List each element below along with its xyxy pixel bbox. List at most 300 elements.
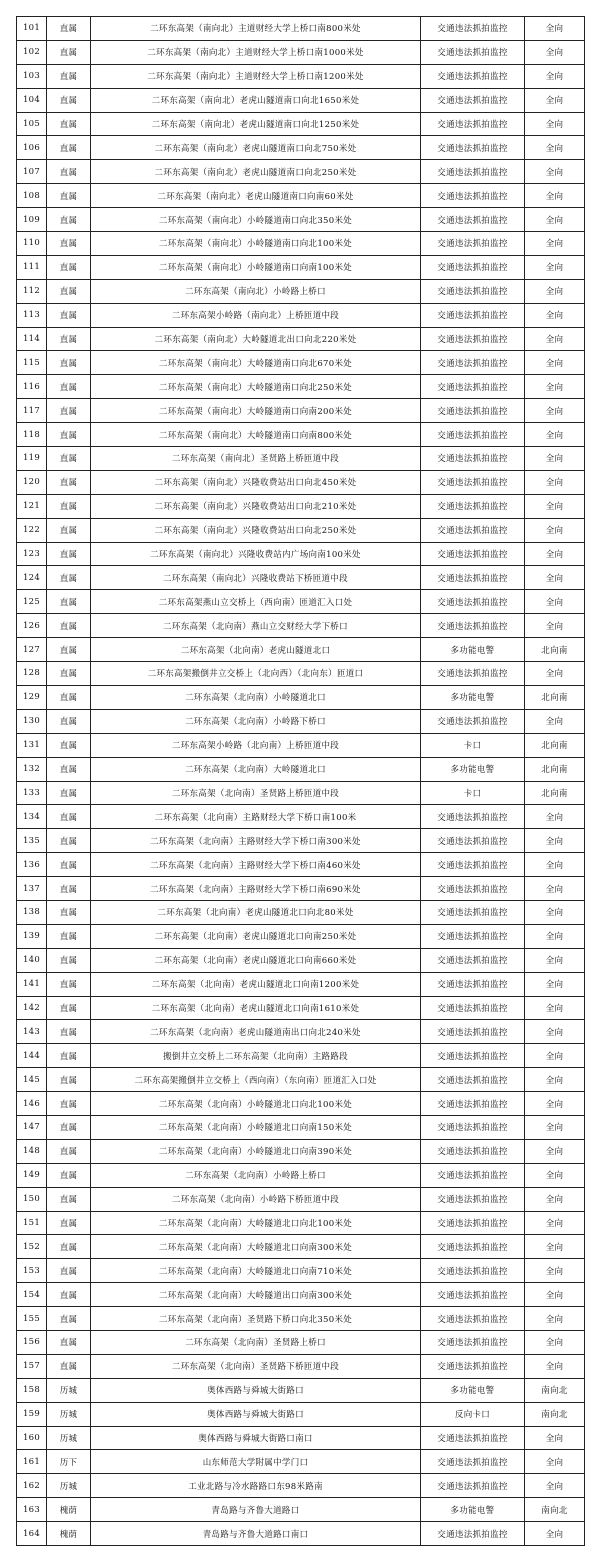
- table-row: [17, 1139, 585, 1163]
- location-cell: 二环东高架（北向南）大岭隧道北口: [91, 757, 421, 781]
- district-cell: 直属: [47, 805, 91, 829]
- location-cell: 二环东高架（北向南）小岭隧道北口向南150米处: [91, 1115, 421, 1139]
- device-type-cell: 交通违法抓拍监控: [421, 853, 525, 877]
- location-cell: 二环东高架（北向南）主路财经大学下桥口南690米处: [91, 877, 421, 901]
- table-row: [17, 1020, 585, 1044]
- location-cell: 二环东高架（北向南）老虎山隧道北口向南660米处: [91, 948, 421, 972]
- device-type-cell: 交通违法抓拍监控: [421, 1235, 525, 1259]
- device-type-cell: 交通违法抓拍监控: [421, 1450, 525, 1474]
- location-cell: 山东师范大学附属中学门口: [91, 1450, 421, 1474]
- district-cell: 直属: [47, 160, 91, 184]
- location-cell: 二环东高架（南向北）老虎山隧道南口向北1250米处: [91, 112, 421, 136]
- device-type-cell: 交通违法抓拍监控: [421, 1259, 525, 1283]
- row-number-cell: 154: [17, 1283, 47, 1307]
- table-row: [17, 924, 585, 948]
- table-row: [17, 1211, 585, 1235]
- row-number-cell: 137: [17, 877, 47, 901]
- direction-cell: 全向: [525, 88, 585, 112]
- direction-cell: 全向: [525, 112, 585, 136]
- device-type-cell: 交通违法抓拍监控: [421, 1474, 525, 1498]
- district-cell: 直属: [47, 399, 91, 423]
- row-number-cell: 110: [17, 232, 47, 256]
- direction-cell: 全向: [525, 829, 585, 853]
- row-number-cell: 118: [17, 423, 47, 447]
- direction-cell: 全向: [525, 1235, 585, 1259]
- location-cell: 二环东高架（南向北）大岭隧道南口向北250米处: [91, 375, 421, 399]
- district-cell: 直属: [47, 685, 91, 709]
- row-number-cell: 101: [17, 17, 47, 41]
- row-number-cell: 127: [17, 638, 47, 662]
- table-row: [17, 279, 585, 303]
- district-cell: 直属: [47, 1330, 91, 1354]
- location-cell: 二环东高架小岭路（北向南）上桥匝道中段: [91, 733, 421, 757]
- table-body: [17, 17, 585, 1546]
- row-number-cell: 121: [17, 494, 47, 518]
- table-row: [17, 709, 585, 733]
- direction-cell: 全向: [525, 877, 585, 901]
- direction-cell: 全向: [525, 709, 585, 733]
- table-row: [17, 948, 585, 972]
- device-type-cell: 交通违法抓拍监控: [421, 447, 525, 471]
- table-row: [17, 255, 585, 279]
- location-cell: 二环东高架（北向南）小岭隧道北口向南390米处: [91, 1139, 421, 1163]
- direction-cell: 全向: [525, 17, 585, 41]
- monitoring-points-table: [16, 16, 585, 1546]
- row-number-cell: 141: [17, 972, 47, 996]
- district-cell: 直属: [47, 900, 91, 924]
- device-type-cell: 交通违法抓拍监控: [421, 423, 525, 447]
- district-cell: 直属: [47, 1115, 91, 1139]
- direction-cell: 南向北: [525, 1378, 585, 1402]
- district-cell: 直属: [47, 1259, 91, 1283]
- table-row: [17, 88, 585, 112]
- table-row: [17, 1115, 585, 1139]
- row-number-cell: 152: [17, 1235, 47, 1259]
- location-cell: 二环东高架（北向南）小岭路上桥口: [91, 1163, 421, 1187]
- location-cell: 二环东高架（北向南）小岭隧道北口: [91, 685, 421, 709]
- row-number-cell: 160: [17, 1426, 47, 1450]
- table-row: [17, 1450, 585, 1474]
- direction-cell: 全向: [525, 996, 585, 1020]
- district-cell: 直属: [47, 88, 91, 112]
- direction-cell: 南向北: [525, 1498, 585, 1522]
- district-cell: 直属: [47, 781, 91, 805]
- table-row: [17, 351, 585, 375]
- district-cell: 直属: [47, 638, 91, 662]
- row-number-cell: 124: [17, 566, 47, 590]
- table-row: [17, 518, 585, 542]
- direction-cell: 全向: [525, 1211, 585, 1235]
- device-type-cell: 交通违法抓拍监控: [421, 566, 525, 590]
- district-cell: 直属: [47, 375, 91, 399]
- district-cell: 直属: [47, 1211, 91, 1235]
- device-type-cell: 多功能电警: [421, 638, 525, 662]
- table-row: [17, 375, 585, 399]
- row-number-cell: 163: [17, 1498, 47, 1522]
- row-number-cell: 125: [17, 590, 47, 614]
- device-type-cell: 反向卡口: [421, 1402, 525, 1426]
- device-type-cell: 交通违法抓拍监控: [421, 1187, 525, 1211]
- device-type-cell: 交通违法抓拍监控: [421, 1044, 525, 1068]
- location-cell: 二环东高架（北向南）老虎山隧道北口: [91, 638, 421, 662]
- table-row: [17, 399, 585, 423]
- row-number-cell: 114: [17, 327, 47, 351]
- row-number-cell: 102: [17, 40, 47, 64]
- row-number-cell: 106: [17, 136, 47, 160]
- direction-cell: 全向: [525, 853, 585, 877]
- direction-cell: 北向南: [525, 757, 585, 781]
- device-type-cell: 交通违法抓拍监控: [421, 1092, 525, 1116]
- location-cell: 二环东高架（南向北）大岭隧道南口向南800米处: [91, 423, 421, 447]
- location-cell: 二环东高架（南向北）小岭隧道南口向北350米处: [91, 208, 421, 232]
- direction-cell: 全向: [525, 351, 585, 375]
- location-cell: 二环东高架（北向南）老虎山隧道北口向南250米处: [91, 924, 421, 948]
- device-type-cell: 交通违法抓拍监控: [421, 64, 525, 88]
- table-row: [17, 1163, 585, 1187]
- district-cell: 直属: [47, 590, 91, 614]
- direction-cell: 全向: [525, 1092, 585, 1116]
- district-cell: 直属: [47, 494, 91, 518]
- district-cell: 直属: [47, 1163, 91, 1187]
- location-cell: 二环东高架（南向北）主道财经大学上桥口南1200米处: [91, 64, 421, 88]
- direction-cell: 全向: [525, 303, 585, 327]
- row-number-cell: 157: [17, 1354, 47, 1378]
- table-row: [17, 1354, 585, 1378]
- location-cell: 奥体西路与舜城大街路口: [91, 1402, 421, 1426]
- direction-cell: 全向: [525, 184, 585, 208]
- row-number-cell: 142: [17, 996, 47, 1020]
- row-number-cell: 140: [17, 948, 47, 972]
- location-cell: 二环东高架（北向南）大岭隧道北口向北100米处: [91, 1211, 421, 1235]
- row-number-cell: 134: [17, 805, 47, 829]
- table-row: [17, 900, 585, 924]
- device-type-cell: 交通违法抓拍监控: [421, 1020, 525, 1044]
- table-row: [17, 638, 585, 662]
- district-cell: 直属: [47, 662, 91, 686]
- table-row: [17, 829, 585, 853]
- district-cell: 直属: [47, 255, 91, 279]
- row-number-cell: 149: [17, 1163, 47, 1187]
- row-number-cell: 104: [17, 88, 47, 112]
- device-type-cell: 交通违法抓拍监控: [421, 160, 525, 184]
- device-type-cell: 交通违法抓拍监控: [421, 709, 525, 733]
- device-type-cell: 交通违法抓拍监控: [421, 1283, 525, 1307]
- location-cell: 二环东高架（北向南）圣贤路下桥匝道中段: [91, 1354, 421, 1378]
- direction-cell: 北向南: [525, 638, 585, 662]
- row-number-cell: 120: [17, 470, 47, 494]
- direction-cell: 全向: [525, 1115, 585, 1139]
- table-row: [17, 1092, 585, 1116]
- device-type-cell: 交通违法抓拍监控: [421, 494, 525, 518]
- device-type-cell: 交通违法抓拍监控: [421, 900, 525, 924]
- direction-cell: 全向: [525, 1139, 585, 1163]
- table-row: [17, 566, 585, 590]
- district-cell: 直属: [47, 232, 91, 256]
- district-cell: 直属: [47, 1354, 91, 1378]
- table-row: [17, 494, 585, 518]
- table-row: [17, 208, 585, 232]
- table-row: [17, 423, 585, 447]
- location-cell: 二环东高架（北向南）老虎山隧道南出口向北240米处: [91, 1020, 421, 1044]
- table-row: [17, 1044, 585, 1068]
- direction-cell: 全向: [525, 136, 585, 160]
- direction-cell: 全向: [525, 1450, 585, 1474]
- district-cell: 历下: [47, 1450, 91, 1474]
- direction-cell: 全向: [525, 255, 585, 279]
- device-type-cell: 交通违法抓拍监控: [421, 1426, 525, 1450]
- table-row: [17, 685, 585, 709]
- district-cell: 直属: [47, 112, 91, 136]
- device-type-cell: 交通违法抓拍监控: [421, 1139, 525, 1163]
- table-row: [17, 1283, 585, 1307]
- direction-cell: 全向: [525, 1163, 585, 1187]
- row-number-cell: 147: [17, 1115, 47, 1139]
- direction-cell: 南向北: [525, 1402, 585, 1426]
- table-row: [17, 160, 585, 184]
- device-type-cell: 交通违法抓拍监控: [421, 88, 525, 112]
- device-type-cell: 交通违法抓拍监控: [421, 996, 525, 1020]
- location-cell: 奥体西路与舜城大街路口南口: [91, 1426, 421, 1450]
- district-cell: 直属: [47, 1044, 91, 1068]
- row-number-cell: 153: [17, 1259, 47, 1283]
- location-cell: 二环东高架小岭路（南向北）上桥匝道中段: [91, 303, 421, 327]
- location-cell: 奥体西路与舜城大街路口: [91, 1378, 421, 1402]
- district-cell: 直属: [47, 17, 91, 41]
- device-type-cell: 交通违法抓拍监控: [421, 303, 525, 327]
- direction-cell: 全向: [525, 160, 585, 184]
- district-cell: 直属: [47, 709, 91, 733]
- row-number-cell: 115: [17, 351, 47, 375]
- direction-cell: 全向: [525, 375, 585, 399]
- district-cell: 直属: [47, 184, 91, 208]
- direction-cell: 全向: [525, 1187, 585, 1211]
- location-cell: 二环东高架（北向南）主路财经大学下桥口南300米处: [91, 829, 421, 853]
- district-cell: 直属: [47, 614, 91, 638]
- district-cell: 历城: [47, 1378, 91, 1402]
- device-type-cell: 交通违法抓拍监控: [421, 375, 525, 399]
- table-row: [17, 64, 585, 88]
- device-type-cell: 交通违法抓拍监控: [421, 17, 525, 41]
- direction-cell: 全向: [525, 470, 585, 494]
- district-cell: 直属: [47, 948, 91, 972]
- row-number-cell: 156: [17, 1330, 47, 1354]
- location-cell: 二环东高架（北向南）主路财经大学下桥口南460米处: [91, 853, 421, 877]
- direction-cell: 全向: [525, 566, 585, 590]
- table-row: [17, 1259, 585, 1283]
- direction-cell: 全向: [525, 494, 585, 518]
- district-cell: 直属: [47, 757, 91, 781]
- device-type-cell: 交通违法抓拍监控: [421, 470, 525, 494]
- table-row: [17, 614, 585, 638]
- device-type-cell: 交通违法抓拍监控: [421, 924, 525, 948]
- table-row: [17, 1498, 585, 1522]
- direction-cell: 北向南: [525, 733, 585, 757]
- district-cell: 直属: [47, 853, 91, 877]
- location-cell: 二环东高架（南向北）兴隆收费站出口向北210米处: [91, 494, 421, 518]
- row-number-cell: 130: [17, 709, 47, 733]
- row-number-cell: 111: [17, 255, 47, 279]
- location-cell: 青岛路与齐鲁大道路口南口: [91, 1522, 421, 1546]
- district-cell: 槐荫: [47, 1522, 91, 1546]
- direction-cell: 全向: [525, 1283, 585, 1307]
- device-type-cell: 交通违法抓拍监控: [421, 1522, 525, 1546]
- direction-cell: 全向: [525, 948, 585, 972]
- location-cell: 二环东高架（北向南）小岭隧道北口向北100米处: [91, 1092, 421, 1116]
- row-number-cell: 158: [17, 1378, 47, 1402]
- table-row: [17, 1307, 585, 1331]
- district-cell: 直属: [47, 327, 91, 351]
- district-cell: 直属: [47, 924, 91, 948]
- device-type-cell: 交通违法抓拍监控: [421, 112, 525, 136]
- district-cell: 直属: [47, 208, 91, 232]
- direction-cell: 全向: [525, 805, 585, 829]
- device-type-cell: 交通违法抓拍监控: [421, 948, 525, 972]
- row-number-cell: 128: [17, 662, 47, 686]
- table-row: [17, 232, 585, 256]
- direction-cell: 全向: [525, 1068, 585, 1092]
- district-cell: 直属: [47, 447, 91, 471]
- table-row: [17, 662, 585, 686]
- district-cell: 直属: [47, 1139, 91, 1163]
- table-row: [17, 1426, 585, 1450]
- row-number-cell: 119: [17, 447, 47, 471]
- device-type-cell: 交通违法抓拍监控: [421, 255, 525, 279]
- table-row: [17, 136, 585, 160]
- table-row: [17, 781, 585, 805]
- table-row: [17, 853, 585, 877]
- row-number-cell: 138: [17, 900, 47, 924]
- district-cell: 直属: [47, 1187, 91, 1211]
- device-type-cell: 交通违法抓拍监控: [421, 1163, 525, 1187]
- direction-cell: 全向: [525, 40, 585, 64]
- location-cell: 二环东高架（南向北）老虎山隧道南口向北250米处: [91, 160, 421, 184]
- district-cell: 直属: [47, 733, 91, 757]
- district-cell: 直属: [47, 1068, 91, 1092]
- location-cell: 二环东高架搬倒井立交桥上（北向西）（北向东）匝道口: [91, 662, 421, 686]
- direction-cell: 全向: [525, 447, 585, 471]
- district-cell: 历城: [47, 1402, 91, 1426]
- table-row: [17, 805, 585, 829]
- location-cell: 二环东高架（南向北）老虎山隧道南口向南60米处: [91, 184, 421, 208]
- device-type-cell: 交通违法抓拍监控: [421, 662, 525, 686]
- direction-cell: 全向: [525, 614, 585, 638]
- table-row: [17, 1068, 585, 1092]
- device-type-cell: 交通违法抓拍监控: [421, 805, 525, 829]
- direction-cell: 全向: [525, 924, 585, 948]
- direction-cell: 全向: [525, 900, 585, 924]
- table-row: [17, 1187, 585, 1211]
- row-number-cell: 161: [17, 1450, 47, 1474]
- location-cell: 二环东高架燕山立交桥上（西向南）匝道汇入口处: [91, 590, 421, 614]
- table-row: [17, 1522, 585, 1546]
- district-cell: 直属: [47, 1307, 91, 1331]
- row-number-cell: 122: [17, 518, 47, 542]
- table-row: [17, 1474, 585, 1498]
- district-cell: 直属: [47, 136, 91, 160]
- row-number-cell: 150: [17, 1187, 47, 1211]
- table-row: [17, 542, 585, 566]
- device-type-cell: 交通违法抓拍监控: [421, 208, 525, 232]
- direction-cell: 全向: [525, 972, 585, 996]
- location-cell: 二环东高架（南向北）小岭隧道南口向南100米处: [91, 255, 421, 279]
- district-cell: 直属: [47, 566, 91, 590]
- location-cell: 二环东高架（南向北）主道财经大学上桥口南800米处: [91, 17, 421, 41]
- device-type-cell: 交通违法抓拍监控: [421, 542, 525, 566]
- row-number-cell: 132: [17, 757, 47, 781]
- table-row: [17, 303, 585, 327]
- row-number-cell: 131: [17, 733, 47, 757]
- direction-cell: 全向: [525, 232, 585, 256]
- row-number-cell: 109: [17, 208, 47, 232]
- table-row: [17, 1330, 585, 1354]
- device-type-cell: 交通违法抓拍监控: [421, 40, 525, 64]
- location-cell: 二环东高架（南向北）大岭隧道北出口向北220米处: [91, 327, 421, 351]
- direction-cell: 全向: [525, 1259, 585, 1283]
- location-cell: 二环东高架（北向南）圣贤路上桥口: [91, 1330, 421, 1354]
- device-type-cell: 交通违法抓拍监控: [421, 972, 525, 996]
- device-type-cell: 交通违法抓拍监控: [421, 327, 525, 351]
- device-type-cell: 多功能电警: [421, 757, 525, 781]
- table-row: [17, 1378, 585, 1402]
- device-type-cell: 交通违法抓拍监控: [421, 399, 525, 423]
- location-cell: 青岛路与齐鲁大道路口: [91, 1498, 421, 1522]
- district-cell: 直属: [47, 1235, 91, 1259]
- location-cell: 二环东高架（南向北）老虎山隧道南口向北1650米处: [91, 88, 421, 112]
- row-number-cell: 105: [17, 112, 47, 136]
- district-cell: 直属: [47, 64, 91, 88]
- direction-cell: 全向: [525, 1354, 585, 1378]
- device-type-cell: 卡口: [421, 781, 525, 805]
- device-type-cell: 交通违法抓拍监控: [421, 136, 525, 160]
- direction-cell: 全向: [525, 590, 585, 614]
- row-number-cell: 144: [17, 1044, 47, 1068]
- location-cell: 二环东高架（北向南）老虎山隧道北口向南1610米处: [91, 996, 421, 1020]
- device-type-cell: 交通违法抓拍监控: [421, 1330, 525, 1354]
- direction-cell: 北向南: [525, 781, 585, 805]
- district-cell: 直属: [47, 351, 91, 375]
- location-cell: 二环东高架搬倒井立交桥上（西向南）（东向南）匝道汇入口处: [91, 1068, 421, 1092]
- row-number-cell: 123: [17, 542, 47, 566]
- direction-cell: 全向: [525, 1522, 585, 1546]
- device-type-cell: 交通违法抓拍监控: [421, 877, 525, 901]
- table-row: [17, 40, 585, 64]
- row-number-cell: 103: [17, 64, 47, 88]
- district-cell: 直属: [47, 829, 91, 853]
- table-row: [17, 972, 585, 996]
- device-type-cell: 交通违法抓拍监控: [421, 184, 525, 208]
- direction-cell: 全向: [525, 542, 585, 566]
- direction-cell: 全向: [525, 1426, 585, 1450]
- direction-cell: 全向: [525, 208, 585, 232]
- location-cell: 二环东高架（北向南）圣贤路上桥匝道中段: [91, 781, 421, 805]
- device-type-cell: 多功能电警: [421, 685, 525, 709]
- district-cell: 直属: [47, 877, 91, 901]
- table-row: [17, 447, 585, 471]
- device-type-cell: 交通违法抓拍监控: [421, 1307, 525, 1331]
- device-type-cell: 交通违法抓拍监控: [421, 614, 525, 638]
- district-cell: 直属: [47, 303, 91, 327]
- location-cell: 二环东高架（北向南）小岭路下桥口: [91, 709, 421, 733]
- location-cell: 二环东高架（北向南）大岭隧道出口向南300米处: [91, 1283, 421, 1307]
- row-number-cell: 159: [17, 1402, 47, 1426]
- row-number-cell: 155: [17, 1307, 47, 1331]
- location-cell: 二环东高架（南向北）圣贤路上桥匝道中段: [91, 447, 421, 471]
- row-number-cell: 139: [17, 924, 47, 948]
- direction-cell: 全向: [525, 64, 585, 88]
- device-type-cell: 交通违法抓拍监控: [421, 1354, 525, 1378]
- district-cell: 直属: [47, 40, 91, 64]
- location-cell: 二环东高架（南向北）大岭隧道南口向南200米处: [91, 399, 421, 423]
